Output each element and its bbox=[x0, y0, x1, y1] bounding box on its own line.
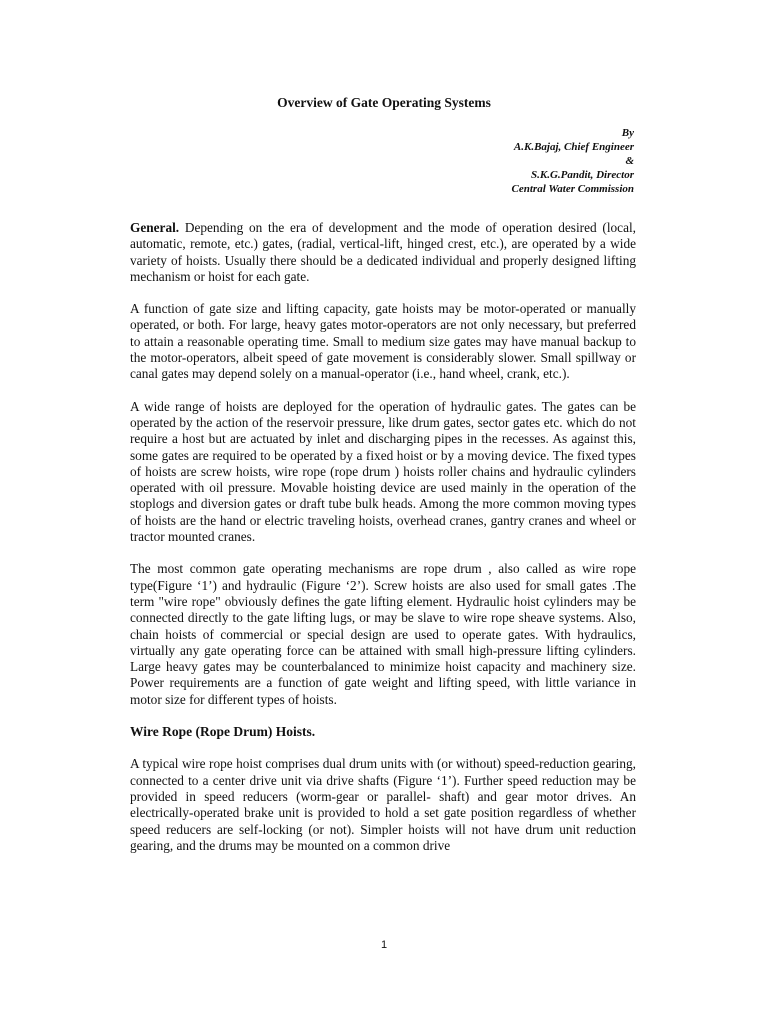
document-body bbox=[130, 220, 636, 870]
section-heading: Wire Rope (Rope Drum) Hoists. bbox=[130, 724, 316, 740]
byline-ampersand: & bbox=[625, 155, 634, 167]
paragraph-operating-mechanisms: The most common gate operating mechanisms are rope drum , also called as wire rope type(Figure ‘1’) and hydraulic (Figure ‘2’). Screw hoists are also used for small gates .The term "wire rope" obviously defines the gate lifting element. Hydraulic hoist cylinders may be connected directly to the gate lifting lugs, or may be slave to wire rope sheave systems. Also, chain hoists of commercial or special design are used to operate gates. With hydraulics, virtually any gate operating force can be attained with small high-pressure lifting cylinders. Large heavy gates may be counterbalanced to minimize hoist capacity and machinery size. Power requirements are a function of gate weight and lifting speed, with little variance in motor size for different types of hoists. bbox=[130, 561, 636, 707]
byline-by: By bbox=[621, 127, 634, 139]
general-label: General. bbox=[130, 220, 180, 235]
byline-author-1: A.K.Bajaj, Chief Engineer bbox=[513, 141, 634, 153]
byline-organization: Central Water Commission bbox=[511, 183, 634, 195]
paragraph-wire-rope-hoist: A typical wire rope hoist comprises dual drum units with (or without) speed-reduction gearing, connected to a center drive unit via drive shafts (Figure ‘1’). Further speed reduction may be provided in speed reducers (worm-gear or parallel- shaft) and gear motor drives. An electrically-operated brake unit is provided to hold a set gate position regardless of whether speed reducers are self-locking (or not). Simpler hoists will not have drum unit reduction gearing, and the drums may be mounted on a common drive bbox=[130, 756, 636, 853]
paragraph-hoist-range: A wide range of hoists are deployed for the operation of hydraulic gates. The gates can be operated by the action of the reservoir pressure, like drum gates, sector gates etc. which do not require a host but are actuated by inlet and discharging pipes in the recesses. As against this, some gates are required to be operated by a fixed hoist or by a moving device. The fixed types of hoists are screw hoists, wire rope (rope drum ) hoists roller chains and hydraulic cylinders operated with oil pressure. Movable hoisting device are used mainly in the operation of the stoplogs and diversion gates or draft tube bulk heads. Among the more common moving types of hoists are the hand or electric traveling hoists, overhead cranes, gantry cranes and wheel or tractor mounted cranes. bbox=[130, 398, 636, 545]
document-title: Overview of Gate Operating Systems bbox=[277, 95, 491, 110]
author-byline bbox=[512, 126, 634, 196]
byline-author-2: S.K.G.Pandit, Director bbox=[531, 169, 634, 181]
page-number: 1 bbox=[380, 939, 388, 951]
paragraph-gate-hoists: A function of gate size and lifting capacity, gate hoists may be motor-operated or manually operated, or both. For large, heavy gates motor-operators are not only necessary, but preferred to attain a reasonable operating time. Small to medium size gates may have manual backup to the motor-operators, albeit speed of gate movement is considerably slower. Small spillway or canal gates may depend solely on a manual-operator (i.e., hand wheel, crank, etc.). bbox=[130, 301, 636, 382]
paragraph-general bbox=[130, 220, 636, 285]
paragraph-general-text: Depending on the era of development and the mode of operation desired (local, automatic, remote, etc.) gates, (radial, vertical-lift, hinged crest, etc.), are operated by a wide variety of hoists. Usually there should be a dedicated individual and properly designed lifting mechanism or hoist for each gate. bbox=[130, 220, 636, 284]
